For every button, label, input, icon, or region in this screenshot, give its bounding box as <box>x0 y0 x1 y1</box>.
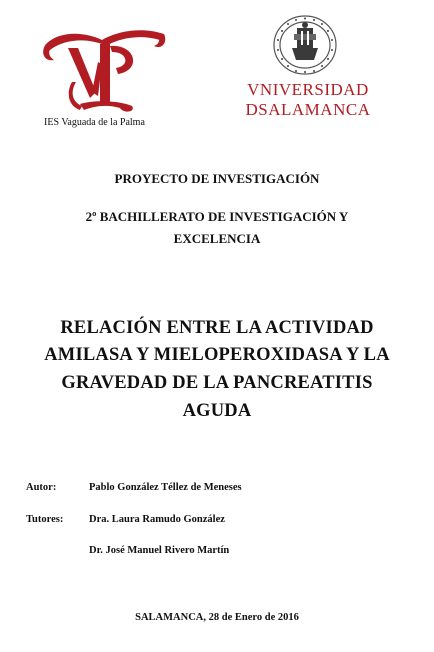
title-line-4: AGUDA <box>182 401 252 421</box>
tutor-name-2: Dr. José Manuel Rivero Martín <box>89 545 230 556</box>
school-monogram-icon <box>40 22 166 114</box>
university-name-line2: DSALAMANCA <box>245 100 371 119</box>
title-line-1: RELACIÓN ENTRE LA ACTIVIDAD <box>60 318 374 338</box>
university-logo <box>238 14 378 126</box>
tutors-label: Tutores: <box>26 514 64 525</box>
author-name: Pablo González Téllez de Meneses <box>89 482 242 493</box>
project-type-heading: PROYECTO DE INVESTIGACIÓN <box>114 171 320 186</box>
university-seal-icon <box>270 14 340 76</box>
program-line-1: 2º BACHILLERATO DE INVESTIGACIÓN Y <box>85 209 349 224</box>
tutor-name-1: Dra. Laura Ramudo González <box>89 514 225 525</box>
title-line-3: GRAVEDAD DE LA PANCREATITIS <box>61 373 373 393</box>
title-line-2: AMILASA Y MIELOPEROXIDASA Y LA <box>44 345 390 365</box>
author-label: Autor: <box>26 482 57 493</box>
program-line-2: EXCELENCIA <box>173 231 261 246</box>
university-name-line1: VNIVERSIDAD <box>247 80 369 99</box>
school-logo-caption: IES Vaguada de la Palma <box>44 117 145 128</box>
school-logo <box>38 22 168 132</box>
place-and-date: SALAMANCA, 28 de Enero de 2016 <box>135 612 299 623</box>
